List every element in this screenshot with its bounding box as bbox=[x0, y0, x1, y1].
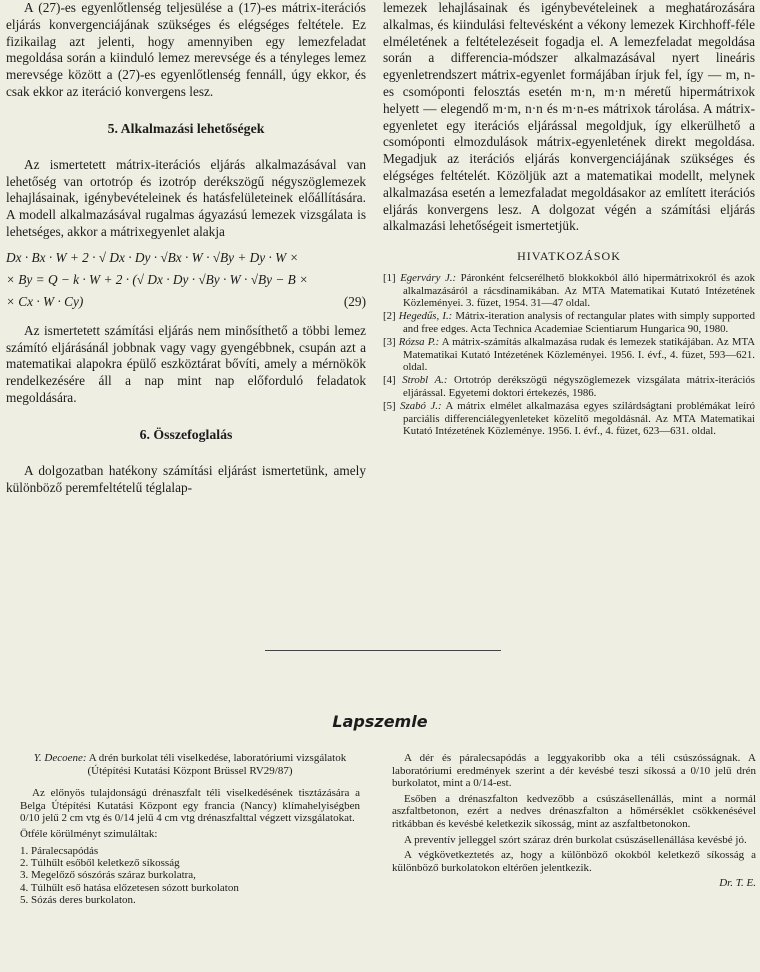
reference-item bbox=[383, 310, 755, 335]
paragraph: Az ismertetett számítási eljárás nem minősíthető a többi lemez számító eljárásánál jobbnak vagy vagy gyengébbnek, csupán azt a matematikai alapokra épülő eszköztárat bővíti, amely a mérnökök rendelkezésére áll a nap mint nap előforduló feladatok megoldására. bbox=[6, 322, 366, 405]
reference-text: A mátrix elmélet alkalmazása egyes szilárdságtani problémákat leíró parciális differenciálegyenleteket közelítő megoldásnál. Az MTA Matematikai Kutató Intézetének Közleménye. 1956. I. évf., 4. füzet, 623—631. oldal. bbox=[403, 400, 755, 438]
reference-number: [4] bbox=[383, 374, 396, 387]
reference-item bbox=[383, 400, 755, 437]
references-list bbox=[383, 272, 755, 437]
review-left-column bbox=[20, 752, 360, 907]
right-column bbox=[383, 0, 755, 438]
equation-line-text: × Cx · W · Cy) bbox=[6, 293, 84, 309]
reference-text: Páronként felcserélhető blokkokból álló hipermátrixokról és azok alkalmazásáról a rácsdinamikában. Az MTA Matematikai Kutató Intézetének Közleményei. 3. füzet, 1954. 31—47 oldal. bbox=[403, 272, 756, 309]
reference-author: Rózsa P.: bbox=[398, 336, 440, 349]
list-item: 3. Megelőző sószórás száraz burkolatra, bbox=[20, 869, 196, 882]
section-divider bbox=[265, 650, 501, 651]
reference-number: [2] bbox=[383, 310, 396, 323]
reference-text: Mátrix-iteration analysis of rectangular plates with simply supported and free edges. Acta Technica Academiae Scientiarum Hungarica 90, 1980. bbox=[403, 310, 755, 335]
review-source-author: Y. Decoene: bbox=[33, 752, 87, 764]
review-heading: Lapszemle bbox=[332, 712, 428, 731]
left-column bbox=[6, 0, 366, 496]
reference-author: Szabó J.: bbox=[400, 400, 442, 413]
references-heading: HIVATKOZÁSOK bbox=[517, 249, 621, 264]
paragraph: A dolgozatban hatékony számítási eljárást ismertetünk, amely különböző peremfeltételű téglalap- bbox=[6, 462, 366, 495]
paragraph: A dér és páralecsapódás a leggyakoribb oka a téli csúszósságnak. A laboratóriumi eredmények szerint a dér kevésbé teszi síkossá a 0/10 jelű drén burkolatot, mint a 0/14-est. bbox=[392, 752, 756, 790]
paragraph: Az ismertetett mátrix-iterációs eljárás alkalmazásával van lehetőség van ortotróp és izotróp derékszögű négyszöglemezek lehajlásainak, igénybevételeinek és hatásfelületeinek előállítására. A modell alkalmazásával rugalmas ágyazású lemezek vizsgálata is lehetséges, akkor a mátrixegyenlet alakja bbox=[6, 156, 366, 239]
paragraph: A (27)-es egyenlőtlenség teljesülése a (17)-es mátrix-iterációs eljárás konvergenciájának szükséges és elégséges feltétele. Ez fizikailag azt jelenti, hogy amennyiben egy lemezfeladat megoldása során a kiinduló lemez merevsége és a tényleges lemez merevsége között a (27)-es egyenlőtlenség fennáll, úgy ekkor, és csak ekkor az iteráció konvergens lesz. bbox=[6, 0, 366, 99]
reference-number: [5] bbox=[383, 400, 396, 413]
reference-item bbox=[383, 336, 755, 373]
paragraph: Az előnyös tulajdonságú drénaszfalt téli viselkedésének tisztázására a Belga Útépítési Kutatási Központ egy francia (Nancy) klímahelyiségben 0/10 jelű 2 cm vtg és 0/14 jelű 4 cm vtg drénaszfalttal végzett vizsgálatokat. bbox=[20, 787, 360, 825]
reference-item bbox=[383, 374, 755, 399]
review-source-text: A drén burkolat téli viselkedése, laboratóriumi vizsgálatok (Útépítési Kutatási Központ Brüssel RV29/87) bbox=[86, 752, 347, 777]
reference-author: Hegedűs, I.: bbox=[398, 310, 453, 323]
paragraph: A végkövetkeztetés az, hogy a különböző okokból keletkező síkosság a különböző burkolatokon eltérően jelentkezik. bbox=[392, 849, 756, 874]
equation-line: × By = Q − k · W + 2 · (√ Dx · Dy · √By · W · √By − B × bbox=[6, 271, 309, 287]
reference-item bbox=[383, 272, 755, 309]
equation-number: (29) bbox=[343, 293, 366, 309]
equation bbox=[6, 247, 366, 313]
list-item: 2. Túlhűlt esőből keletkező síkosság bbox=[20, 856, 180, 869]
paragraph: lemezek lehajlásainak és igénybevételeinek a meghatározására alkalmas, és kiindulási feltevésként a vékony lemezek Kirchhoff-féle elméletének a feltételezéseit fogadja el. A lemezfeladat megoldása során a differencia-módszer alkalmazásával nyert lineáris egyenletrendszert mátrix-egyenlet formájában írjuk fel, így — m, n-es csomóponti felosztás esetén m·n, m·n méretű hipermátrixok helyett — elegendő m·m, n·n és m·n-es mátrixok tárolása. A mátrix-egyenletet egy iterációs eljárással megoldjuk, így elkerülhető a csomóponti elmozdulások mátrix-egyenletének direkt megoldása. Megadjuk az iterációs eljárás konvergenciájának szükséges és elégséges feltételét. Közöljük azt a matematikai modellt, melynek alkalmazása esetén a lemezfaladat megoldásakor az említett iterációs eljárás konvergens lesz. A dolgozat végén a számítási eljárás alkalmazási lehetőségeit ismertetjük. bbox=[383, 0, 755, 234]
paragraph: A preventív jelleggel szórt száraz drén burkolat csúszásellenállása kevésbé jó. bbox=[404, 833, 747, 846]
equation-line: Dx · Bx · W + 2 · √ Dx · Dy · √Bx · W · √By + Dy · W × bbox=[6, 249, 299, 265]
reference-text: Ortotróp derékszögű négyszöglemezek vizsgálata mátrix-iterációs eljárással. Egyetemi doktori értekezés, 1986. bbox=[403, 374, 756, 399]
reference-text: A mátrix-számítás alkalmazása rudak és lemezek statikájában. Az MTA Matematikai Kutató Intézetének Közleményei. 1956. I. évf., 4. füzet, 593—621. oldal. bbox=[403, 336, 755, 373]
review-right-column bbox=[392, 752, 756, 890]
reference-author: Strobl A.: bbox=[402, 374, 448, 387]
section-heading: 6. Összefoglalás bbox=[139, 426, 233, 442]
conditions-list bbox=[20, 845, 360, 907]
reference-number: [1] bbox=[383, 272, 396, 285]
reference-number: [3] bbox=[383, 336, 396, 349]
review-source bbox=[20, 752, 360, 777]
reference-author: Egerváry J.: bbox=[400, 272, 457, 285]
list-intro: Ötféle körülményt szimuláltak: bbox=[20, 827, 158, 840]
list-item: 5. Sózás deres burkolaton. bbox=[20, 894, 136, 907]
list-item: 1. Páralecsapódás bbox=[20, 844, 99, 857]
list-item: 4. Túlhűlt eső hatása előzetesen sózott burkolaton bbox=[20, 881, 239, 894]
signature: Dr. T. E. bbox=[719, 877, 756, 890]
paragraph: Esőben a drénaszfalton kedvezőbb a csúszásellenállás, mint a normál aszfaltbetonon, ezért a nedves drénaszfalton a hőmérséklet csökkenésével ritkábban és kevésbé keletkezik síkosság, mint az aszfaltbetonokon. bbox=[392, 792, 756, 830]
equation-line bbox=[6, 291, 366, 313]
section-heading: 5. Alkalmazási lehetőségek bbox=[107, 120, 265, 136]
